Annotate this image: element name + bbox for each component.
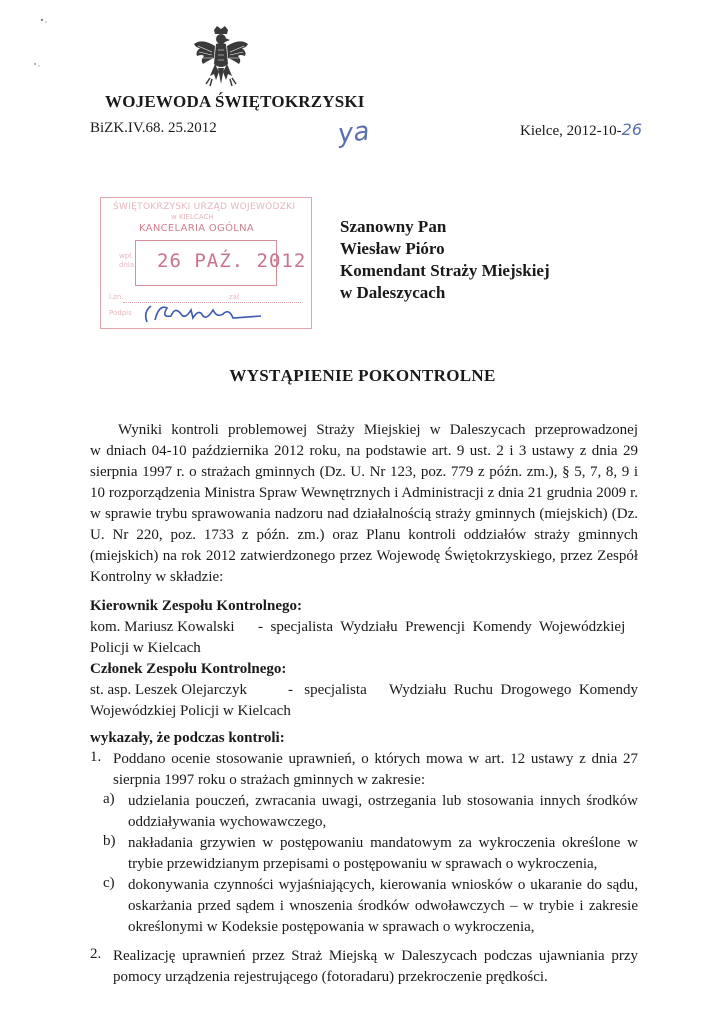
member-role-right: Wydziału Ruchu Drogowego Komendy xyxy=(388,682,638,698)
intro-paragraph xyxy=(90,420,638,588)
voivode-heading: WOJEWODA ŚWIĘTOKRZYSKI xyxy=(105,92,365,111)
stamp-zal-label: zał. xyxy=(229,293,242,301)
stamp-office-line: ŚWIĘTOKRZYSKI URZĄD WOJEWÓDZKI xyxy=(113,202,296,212)
finding-subitem-c xyxy=(103,875,638,938)
member-role: - specjalista xyxy=(288,682,367,698)
finding-item-2 xyxy=(90,946,638,988)
subitem-c-marker: c) xyxy=(103,875,115,891)
finding-2-number: 2. xyxy=(90,946,102,962)
finding-subitem-b xyxy=(103,833,638,875)
document-reference: BiZK.IV.68. 25.2012 xyxy=(90,120,217,136)
recipient-name: Wiesław Pióro xyxy=(340,239,445,258)
subitem-a-marker: a) xyxy=(103,791,115,807)
recipient-location: w Daleszycach xyxy=(340,283,446,302)
subitem-b-marker: b) xyxy=(103,833,116,849)
recipient-block xyxy=(340,216,550,304)
intro-first-line: Wyniki kontroli problemowej Straży Miejskiej w Daleszycach przeprowadzonej xyxy=(118,422,638,438)
subitem-a-text: udzielania pouczeń, zwracania uwagi, ostrzegania lub stosowania innych środków oddziaływania wychowawczego, xyxy=(128,793,638,830)
member-role-cont: Wojewódzkiej Policji w Kielcach xyxy=(90,703,291,719)
stamp-received-date: 26 PAŹ. 2012 xyxy=(157,250,307,272)
handwritten-initials: ya xyxy=(336,116,371,150)
leader-role-cont: Policji w Kielcach xyxy=(90,640,201,656)
finding-item-1 xyxy=(90,749,638,791)
finding-1-text: Poddano ocenie stosowanie uprawnień, o których mowa w art. 12 ustawy z dnia 27 sierpnia 1997 roku o strażach gminnych w zakresie: xyxy=(113,751,638,788)
stamp-department-line: KANCELARIA OGÓLNA xyxy=(139,223,255,234)
recipient-salutation: Szanowny Pan xyxy=(340,217,447,236)
stamp-city-line: w KIELCACH xyxy=(171,213,214,221)
handwritten-signature xyxy=(141,298,271,326)
finding-1-number: 1. xyxy=(90,749,102,765)
stamp-received-label: wpł. dnia xyxy=(119,252,135,269)
findings-heading: wykazały, że podczas kontroli: xyxy=(90,730,285,746)
leader-name: kom. Mariusz Kowalski xyxy=(90,619,235,635)
document-title: WYSTĄPIENIE POKONTROLNE xyxy=(229,366,496,385)
subitem-c-text: dokonywania czynności wyjaśniających, kierowania wniosków o ukaranie do sądu, oskarżania przed sądem i wnoszenia środków odwoławczych – w trybie i zakresie określonymi w Kodeksie postępowania w sprawach o wykroczenia, xyxy=(128,877,638,935)
member-name: st. asp. Leszek Olejarczyk xyxy=(90,682,248,698)
received-stamp xyxy=(100,197,312,329)
eagle-emblem-icon xyxy=(192,24,250,90)
subitem-b-text: nakładania grzywien w postępowaniu mandatowym za wykroczenia określone w trybie przewidzianym przepisami o postępowaniu w sprawach o wykroczenia, xyxy=(128,835,638,872)
stamp-lzn-label: l.zn. xyxy=(109,293,124,301)
leader-heading: Kierownik Zespołu Kontrolnego: xyxy=(90,598,302,614)
leader-role: - specjalista Wydziału Prewencji Komendy Wojewódzkiej xyxy=(258,619,626,635)
date-prefix: Kielce, 2012-10- xyxy=(520,123,622,139)
recipient-position: Komendant Straży Miejskiej xyxy=(340,261,550,280)
finding-2-text: Realizację uprawnień przez Straż Miejską w Daleszycach podczas ujawniania przy pomocy urządzenia rejestrującego (fotoradaru) przekroczenie prędkości. xyxy=(113,948,638,985)
scan-specks xyxy=(30,14,60,74)
document-date xyxy=(520,120,642,140)
member-heading: Członek Zespołu Kontrolnego: xyxy=(90,661,287,677)
member-line xyxy=(90,680,638,701)
leader-line xyxy=(90,617,638,638)
date-day-handwritten: 26 xyxy=(621,120,642,139)
intro-body: w dniach 04-10 października 2012 roku, na podstawie art. 9 ust. 2 i 3 ustawy z dnia 29 sierpnia 1997 r. o strażach gminnych (Dz. U. Nr 123, poz. 779 z późn. zm.), § 5, 7, 8, 9 i 10 rozporządzenia Ministra Spraw Wewnętrznych i Administracji z dnia 21 grudnia 2009 r. w sprawie trybu sprawowania nadzoru nad działalnością straży gminnych (miejskich) (Dz. U. Nr 220, poz. 1733 z późn. zm.) oraz Planu kontroli oddziałów straży gminnych (miejskich) na rok 2012 zatwierdzonego przez Wojewodę Świętokrzyskiego, przez Zespół Kontrolny w składzie: xyxy=(90,443,638,585)
stamp-signature-label: Podpis xyxy=(109,309,132,317)
finding-subitem-a xyxy=(103,791,638,833)
